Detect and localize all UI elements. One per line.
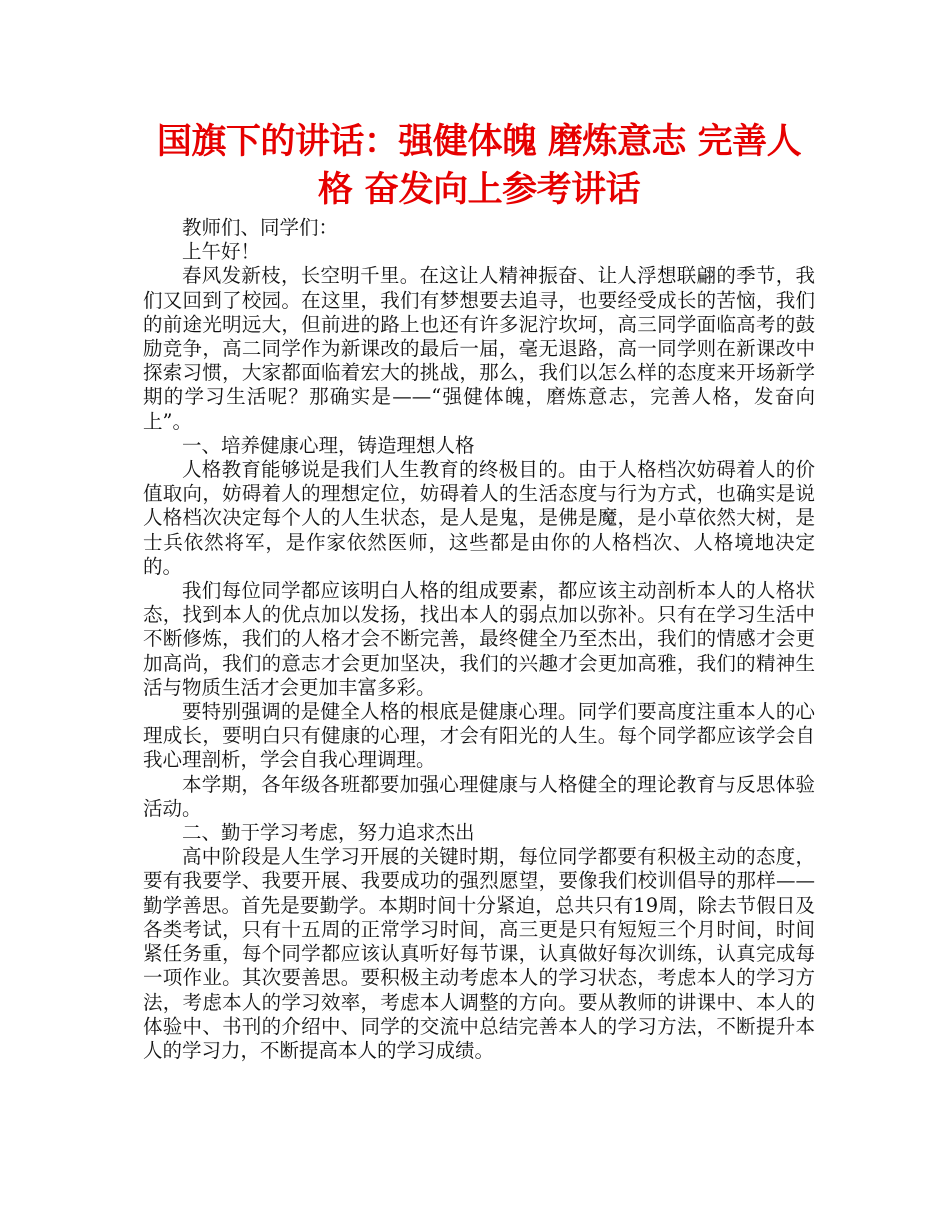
- paragraph-mental-health: 要特别强调的是健全人格的根底是健康心理。同学们要高度注重本人的心理成长，要明白只有健康的心理，才会有阳光的人生。每个同学都应该学会自我心理剖析，学会自我心理调理。: [143, 700, 815, 772]
- section-heading-1: 一、培养健康心理，铸造理想人格: [182, 433, 475, 457]
- paragraph-intro: 春风发新枝，长空明千里。在这让人精神振奋、让人浮想联翩的季节，我们又回到了校园。在这里，我们有梦想要去追寻，也要经受成长的苦恼，我们的前途光明远大，但前进的路上也还有许多泥泞坎坷，高三同学面临高考的鼓励竞争，高二同学作为新课改的最后一届，毫无退路，高一同学则在新课改中探索习惯，大家都面临着宏大的挑战，那么，我们以怎么样的态度来开场新学期的学习生活呢？那确实是——“强健体魄，磨炼意志，完善人格，发奋向上”。: [143, 264, 815, 433]
- document-page: [143, 118, 815, 1063]
- paragraph-study: 高中阶段是人生学习开展的关键时期，每位同学都要有积极主动的态度，要有我要学、我要开展、我要成功的强烈愿望，要像我们校训倡导的那样——勤学善思。首先是要勤学。本期时间十分紧迫，总共只有19周，除去节假日及各类考试，只有十五周的正常学习时间，高三更是只有短短三个月时间，时间紧任务重，每个同学都应该认真听好每节课，认真做好每次训练，认真完成每一项作业。其次要善思。要积极主动考虑本人的学习状态，考虑本人的学习方法，考虑本人的学习效率，考虑本人调整的方向。要从教师的讲课中、本人的体验中、书刊的介绍中、同学的交流中总结完善本人的学习方法，不断提升本人的学习力，不断提高本人的学习成绩。: [143, 845, 815, 1062]
- greeting: 上午好！: [182, 240, 261, 264]
- paragraph-personality-elements: 我们每位同学都应该明白人格的组成要素，都应该主动剖析本人的人格状态，找到本人的优点加以发扬，找出本人的弱点加以弥补。只有在学习生活中不断修炼，我们的人格才会不断完善，最终健全乃至杰出，我们的情感才会更加高尚，我们的意志才会更加坚决，我们的兴趣才会更加高雅，我们的精神生活与物质生活才会更加丰富多彩。: [143, 579, 815, 699]
- document-title: 国旗下的讲话：强健体魄 磨炼意志 完善人格 奋发向上参考讲话: [156, 122, 802, 210]
- document-body: [143, 216, 815, 1063]
- paragraph-personality-education: 人格教育能够说是我们人生教育的终极目的。由于人格档次妨碍着人的价值取向，妨碍着人的理想定位，妨碍着人的生活态度与行为方式，也确实是说人格档次决定每个人的人生状态，是人是鬼，是佛是魔，是小草依然大树，是士兵依然将军，是作家依然医师，这些都是由你的人格档次、人格境地决定的。: [143, 458, 815, 578]
- paragraph-semester-activities: 本学期，各年级各班都要加强心理健康与人格健全的理论教育与反思体验活动。: [143, 772, 815, 820]
- salutation: 教师们、同学们：: [182, 216, 339, 239]
- section-heading-2: 二、勤于学习考虑，努力追求杰出: [182, 821, 475, 845]
